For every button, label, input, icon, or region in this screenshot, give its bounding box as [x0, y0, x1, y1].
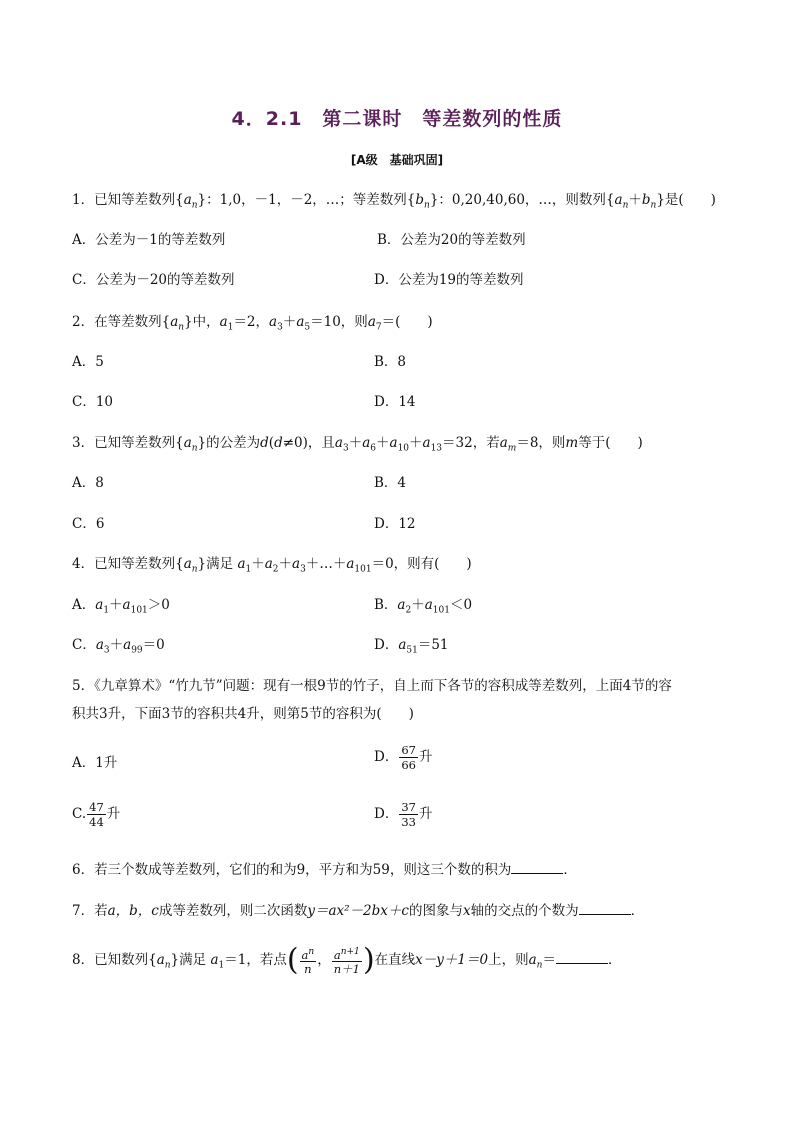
question-4-option-a: A．$a_1+a_{101}>0$ — [72, 597, 170, 616]
question-4-option-b: B．$a_2+a_{101}<0$ — [374, 597, 473, 616]
question-1-option-a: A．公差为－1的等差数列 — [72, 232, 226, 248]
answer-blank[interactable] — [556, 951, 608, 964]
question-2-option-a: A．5 — [72, 354, 104, 370]
question-5-option-b: D． $\frac{67}{66}$ 升 — [374, 743, 433, 772]
question-8-stem: 8．已知数列$\{a_n\}$满足 $a_1=1$，若点( $\frac{a^n}{n}$ ， $\frac{a^{n+1}}{n+1}$ )在直线x－y＋1＝0上，则$a_n=$ ． — [72, 942, 622, 978]
question-1-stem: 1．已知等差数列$\{a_n\}$：1,0，－1，－2，…；等差数列$\{b_n\}$：0,20,40,60，…，则数列$\{a_n+b_n\}$是( ) — [72, 192, 716, 211]
question-4-option-d: D．$a_{51}=51$ — [374, 637, 449, 656]
question-2-option-d: D．14 — [374, 394, 416, 410]
question-5-option-a: A．1升 — [72, 755, 118, 771]
question-5-stem-line-1: 5．《九章算术》“竹九节”问题：现有一根9节的竹子，自上而下各节的容积成等差数列，上面4节的容 — [72, 678, 672, 694]
question-5-option-c: C. $\frac{47}{44}$ 升 — [72, 800, 121, 829]
question-1-option-b: B．公差为20的等差数列 — [377, 232, 526, 248]
question-3-option-b: B．4 — [374, 475, 407, 491]
question-7-stem: 7．若a，b，c成等差数列，则二次函数y＝ax²－2bx＋c的图象与x轴的交点的个数为 ． — [72, 903, 645, 919]
answer-blank[interactable] — [579, 902, 631, 915]
question-6-stem: 6．若三个数成等差数列，它们的和为9，平方和为59，则这三个数的积为 ． — [72, 862, 577, 878]
question-2-option-b: B．8 — [374, 354, 407, 370]
question-4-option-c: C．$a_3+a_{99}=0$ — [72, 637, 165, 656]
page-title: 4．2.1 第二课时 等差数列的性质 — [231, 108, 563, 130]
answer-blank[interactable] — [511, 861, 563, 874]
question-3-option-a: A．8 — [72, 475, 104, 491]
question-4-stem: 4．已知等差数列$\{a_n\}$满足 $a_1+a_2+a_3+\dots+a_{101}=0$，则有( ) — [72, 556, 472, 575]
question-1-option-d: D．公差为19的等差数列 — [374, 272, 524, 288]
question-1-option-c: C．公差为－20的等差数列 — [72, 272, 235, 288]
question-5-option-d: D． $\frac{37}{33}$ 升 — [374, 800, 433, 829]
section-subtitle: [A级 基础巩固] — [350, 153, 444, 167]
question-2-stem: 2．在等差数列$\{a_n\}$中，$a_1=2$，$a_3+a_5=10$，则$a_7=$( ) — [72, 314, 433, 333]
question-3-stem: 3．已知等差数列$\{a_n\}$的公差为d(d≠0)，且$a_3+a_6+a_{10}+a_{13}=32$，若$a_m=8$，则m等于( ) — [72, 435, 643, 454]
question-5-stem-line-2: 积共3升，下面3节的容积共4升，则第5节的容积为( ) — [72, 706, 414, 722]
question-2-option-c: C．10 — [72, 394, 114, 410]
question-3-option-d: D．12 — [374, 516, 416, 532]
question-3-option-c: C．6 — [72, 516, 105, 532]
